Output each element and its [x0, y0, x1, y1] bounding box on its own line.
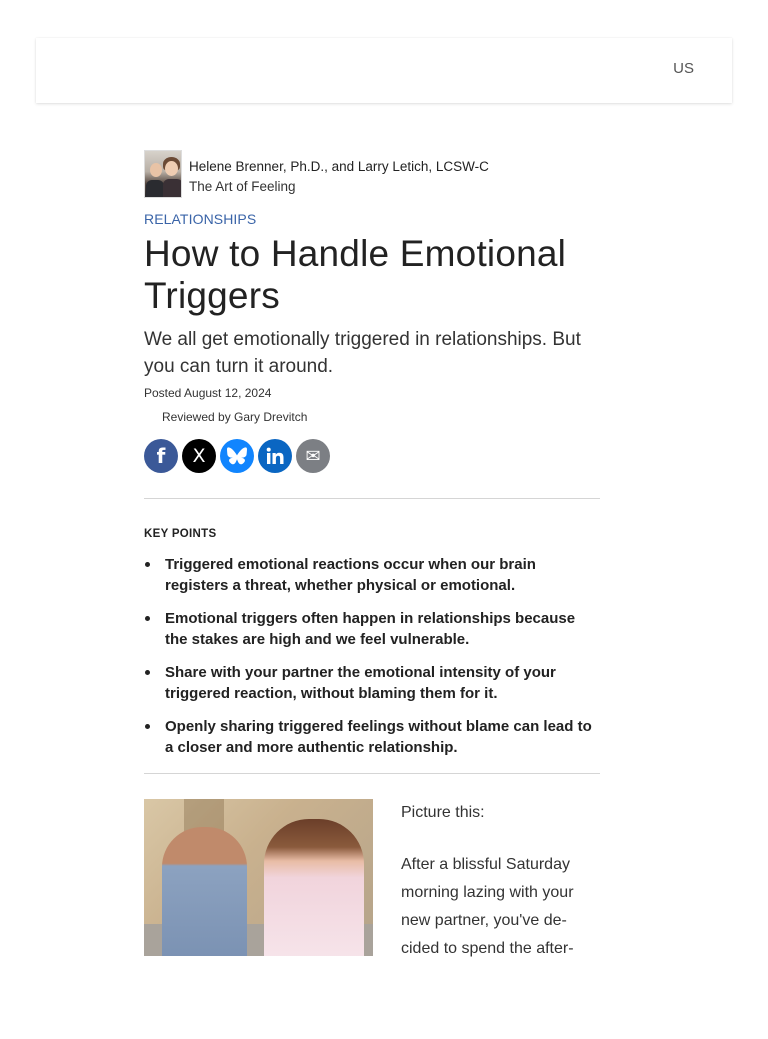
key-point-item: Share with your partner the emotional intensity of your triggered reaction, without blaming them for it. [144, 662, 600, 704]
linkedin-icon [266, 447, 284, 465]
divider [144, 773, 600, 774]
blog-name-link[interactable]: The Art of Feeling [189, 179, 296, 194]
facebook-share-button[interactable] [144, 439, 178, 473]
article [144, 150, 600, 1039]
facebook-icon: f [156, 444, 166, 468]
category-link[interactable]: RELATIONSHIPS [144, 211, 257, 227]
article-subtitle: We all get emotionally triggered in relationships. But you can turn it around. [144, 329, 581, 377]
key-points-list [144, 554, 600, 758]
author-avatar[interactable] [144, 150, 182, 198]
divider [144, 498, 600, 499]
bluesky-share-button[interactable] [220, 439, 254, 473]
article-photo-couple-arguing [144, 799, 373, 956]
article-body [144, 799, 600, 1039]
email-icon: ✉ [305, 445, 321, 467]
article-title: How to Handle Emotional Triggers [144, 233, 567, 316]
top-navigation-bar [36, 38, 732, 103]
key-points-heading: KEY POINTS [144, 528, 217, 540]
x-share-button[interactable] [182, 439, 216, 473]
share-buttons [144, 439, 600, 473]
x-icon: X [192, 445, 206, 467]
posted-date: Posted August 12, 2024 [144, 386, 272, 400]
linkedin-share-button[interactable] [258, 439, 292, 473]
body-paragraph: Picture this: [401, 804, 485, 821]
email-share-button[interactable] [296, 439, 330, 473]
author-byline [144, 150, 600, 198]
body-paragraph: After a blissful Saturday morning lazing with your new partner, you've de-cided to spend the after- [401, 856, 574, 957]
key-point-item: Triggered emotional reactions occur when our brain registers a threat, whether physical or emotional. [144, 554, 600, 596]
key-point-item: Openly sharing triggered feelings without blame can lead to a closer and more authentic relationship. [144, 716, 600, 758]
bluesky-icon [227, 447, 247, 465]
reviewed-by: Reviewed by Gary Drevitch [162, 410, 308, 424]
region-selector[interactable]: US [673, 60, 694, 77]
key-point-item: Emotional triggers often happen in relationships because the stakes are high and we feel vulnerable. [144, 608, 600, 650]
author-name-link[interactable]: Helene Brenner, Ph.D., and Larry Letich, LCSW-C [189, 159, 489, 174]
